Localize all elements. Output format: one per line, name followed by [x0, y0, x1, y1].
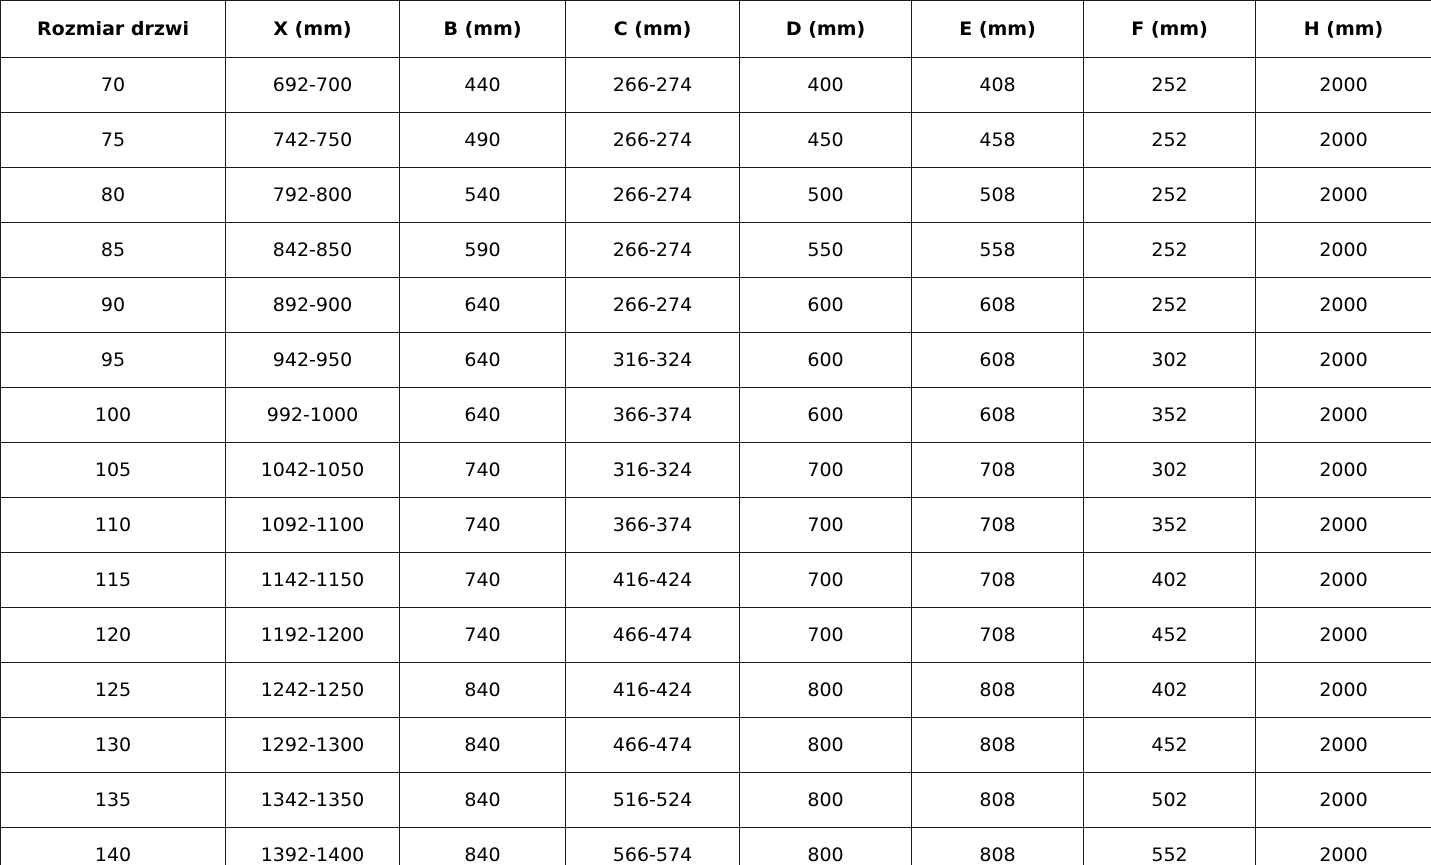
cell-x: 692-700	[226, 58, 400, 113]
cell-door-size: 115	[1, 553, 226, 608]
table-row	[1, 278, 1431, 333]
cell-x: 992-1000	[226, 388, 400, 443]
cell-b: 590	[400, 223, 566, 278]
cell-door-size: 105	[1, 443, 226, 498]
cell-e: 558	[912, 223, 1084, 278]
cell-c: 416-424	[566, 663, 740, 718]
cell-h: 2000	[1256, 498, 1431, 553]
cell-c: 266-274	[566, 58, 740, 113]
table-row	[1, 828, 1431, 865]
cell-x: 1142-1150	[226, 553, 400, 608]
cell-d: 800	[740, 718, 912, 773]
cell-b: 740	[400, 553, 566, 608]
cell-h: 2000	[1256, 608, 1431, 663]
cell-b: 840	[400, 773, 566, 828]
cell-h: 2000	[1256, 388, 1431, 443]
cell-h: 2000	[1256, 223, 1431, 278]
cell-door-size: 70	[1, 58, 226, 113]
table-row	[1, 718, 1431, 773]
table-row	[1, 608, 1431, 663]
cell-b: 640	[400, 388, 566, 443]
column-header-door-size: Rozmiar drzwi	[1, 1, 226, 58]
cell-d: 700	[740, 498, 912, 553]
cell-door-size: 125	[1, 663, 226, 718]
cell-e: 808	[912, 663, 1084, 718]
cell-door-size: 110	[1, 498, 226, 553]
cell-e: 808	[912, 828, 1084, 865]
cell-f: 402	[1084, 553, 1256, 608]
cell-door-size: 85	[1, 223, 226, 278]
cell-d: 600	[740, 278, 912, 333]
cell-b: 490	[400, 113, 566, 168]
cell-c: 416-424	[566, 553, 740, 608]
cell-e: 708	[912, 498, 1084, 553]
cell-f: 352	[1084, 498, 1256, 553]
cell-x: 1042-1050	[226, 443, 400, 498]
table-row	[1, 223, 1431, 278]
cell-c: 516-524	[566, 773, 740, 828]
cell-x: 792-800	[226, 168, 400, 223]
cell-e: 708	[912, 443, 1084, 498]
cell-f: 252	[1084, 278, 1256, 333]
cell-b: 740	[400, 608, 566, 663]
cell-e: 608	[912, 278, 1084, 333]
cell-h: 2000	[1256, 828, 1431, 865]
table-row	[1, 553, 1431, 608]
table-row	[1, 168, 1431, 223]
cell-x: 892-900	[226, 278, 400, 333]
cell-h: 2000	[1256, 553, 1431, 608]
cell-b: 640	[400, 333, 566, 388]
cell-f: 252	[1084, 113, 1256, 168]
cell-f: 252	[1084, 223, 1256, 278]
cell-h: 2000	[1256, 663, 1431, 718]
cell-c: 466-474	[566, 608, 740, 663]
table-header-row	[1, 1, 1431, 58]
cell-x: 1292-1300	[226, 718, 400, 773]
column-header-f: F (mm)	[1084, 1, 1256, 58]
cell-c: 266-274	[566, 168, 740, 223]
cell-e: 458	[912, 113, 1084, 168]
table-row	[1, 498, 1431, 553]
cell-c: 316-324	[566, 333, 740, 388]
table-row	[1, 773, 1431, 828]
cell-h: 2000	[1256, 773, 1431, 828]
cell-x: 942-950	[226, 333, 400, 388]
cell-f: 352	[1084, 388, 1256, 443]
cell-f: 402	[1084, 663, 1256, 718]
cell-h: 2000	[1256, 278, 1431, 333]
cell-x: 1342-1350	[226, 773, 400, 828]
cell-d: 500	[740, 168, 912, 223]
cell-c: 266-274	[566, 113, 740, 168]
cell-d: 800	[740, 663, 912, 718]
column-header-d: D (mm)	[740, 1, 912, 58]
cell-e: 708	[912, 608, 1084, 663]
cell-e: 608	[912, 388, 1084, 443]
column-header-h: H (mm)	[1256, 1, 1431, 58]
cell-e: 408	[912, 58, 1084, 113]
cell-h: 2000	[1256, 58, 1431, 113]
cell-d: 700	[740, 608, 912, 663]
cell-door-size: 135	[1, 773, 226, 828]
cell-f: 552	[1084, 828, 1256, 865]
cell-b: 440	[400, 58, 566, 113]
cell-c: 266-274	[566, 278, 740, 333]
table-row	[1, 113, 1431, 168]
cell-d: 800	[740, 773, 912, 828]
cell-d: 600	[740, 388, 912, 443]
cell-d: 450	[740, 113, 912, 168]
cell-door-size: 80	[1, 168, 226, 223]
cell-e: 808	[912, 773, 1084, 828]
cell-e: 808	[912, 718, 1084, 773]
cell-d: 400	[740, 58, 912, 113]
column-header-x: X (mm)	[226, 1, 400, 58]
cell-x: 742-750	[226, 113, 400, 168]
cell-c: 566-574	[566, 828, 740, 865]
cell-door-size: 90	[1, 278, 226, 333]
column-header-b: B (mm)	[400, 1, 566, 58]
cell-b: 840	[400, 718, 566, 773]
cell-h: 2000	[1256, 333, 1431, 388]
cell-x: 842-850	[226, 223, 400, 278]
cell-door-size: 130	[1, 718, 226, 773]
table-body	[1, 58, 1431, 865]
cell-f: 502	[1084, 773, 1256, 828]
cell-h: 2000	[1256, 443, 1431, 498]
column-header-c: C (mm)	[566, 1, 740, 58]
cell-x: 1092-1100	[226, 498, 400, 553]
cell-e: 508	[912, 168, 1084, 223]
cell-b: 740	[400, 498, 566, 553]
cell-f: 302	[1084, 333, 1256, 388]
cell-door-size: 140	[1, 828, 226, 865]
cell-b: 640	[400, 278, 566, 333]
cell-door-size: 95	[1, 333, 226, 388]
cell-c: 266-274	[566, 223, 740, 278]
cell-d: 550	[740, 223, 912, 278]
cell-f: 302	[1084, 443, 1256, 498]
cell-h: 2000	[1256, 718, 1431, 773]
cell-door-size: 100	[1, 388, 226, 443]
cell-f: 252	[1084, 58, 1256, 113]
cell-d: 600	[740, 333, 912, 388]
cell-f: 452	[1084, 608, 1256, 663]
table-row	[1, 663, 1431, 718]
cell-h: 2000	[1256, 113, 1431, 168]
cell-x: 1242-1250	[226, 663, 400, 718]
cell-door-size: 120	[1, 608, 226, 663]
cell-d: 700	[740, 443, 912, 498]
cell-e: 608	[912, 333, 1084, 388]
cell-c: 366-374	[566, 388, 740, 443]
cell-h: 2000	[1256, 168, 1431, 223]
column-header-e: E (mm)	[912, 1, 1084, 58]
table-row	[1, 388, 1431, 443]
cell-c: 466-474	[566, 718, 740, 773]
cell-c: 316-324	[566, 443, 740, 498]
cell-f: 452	[1084, 718, 1256, 773]
cell-b: 740	[400, 443, 566, 498]
table-row	[1, 58, 1431, 113]
cell-x: 1192-1200	[226, 608, 400, 663]
cell-b: 840	[400, 828, 566, 865]
cell-door-size: 75	[1, 113, 226, 168]
cell-c: 366-374	[566, 498, 740, 553]
cell-b: 840	[400, 663, 566, 718]
table-row	[1, 333, 1431, 388]
cell-d: 700	[740, 553, 912, 608]
cell-x: 1392-1400	[226, 828, 400, 865]
cell-b: 540	[400, 168, 566, 223]
table-header	[1, 1, 1431, 58]
cell-e: 708	[912, 553, 1084, 608]
cell-f: 252	[1084, 168, 1256, 223]
table-row	[1, 443, 1431, 498]
cell-d: 800	[740, 828, 912, 865]
